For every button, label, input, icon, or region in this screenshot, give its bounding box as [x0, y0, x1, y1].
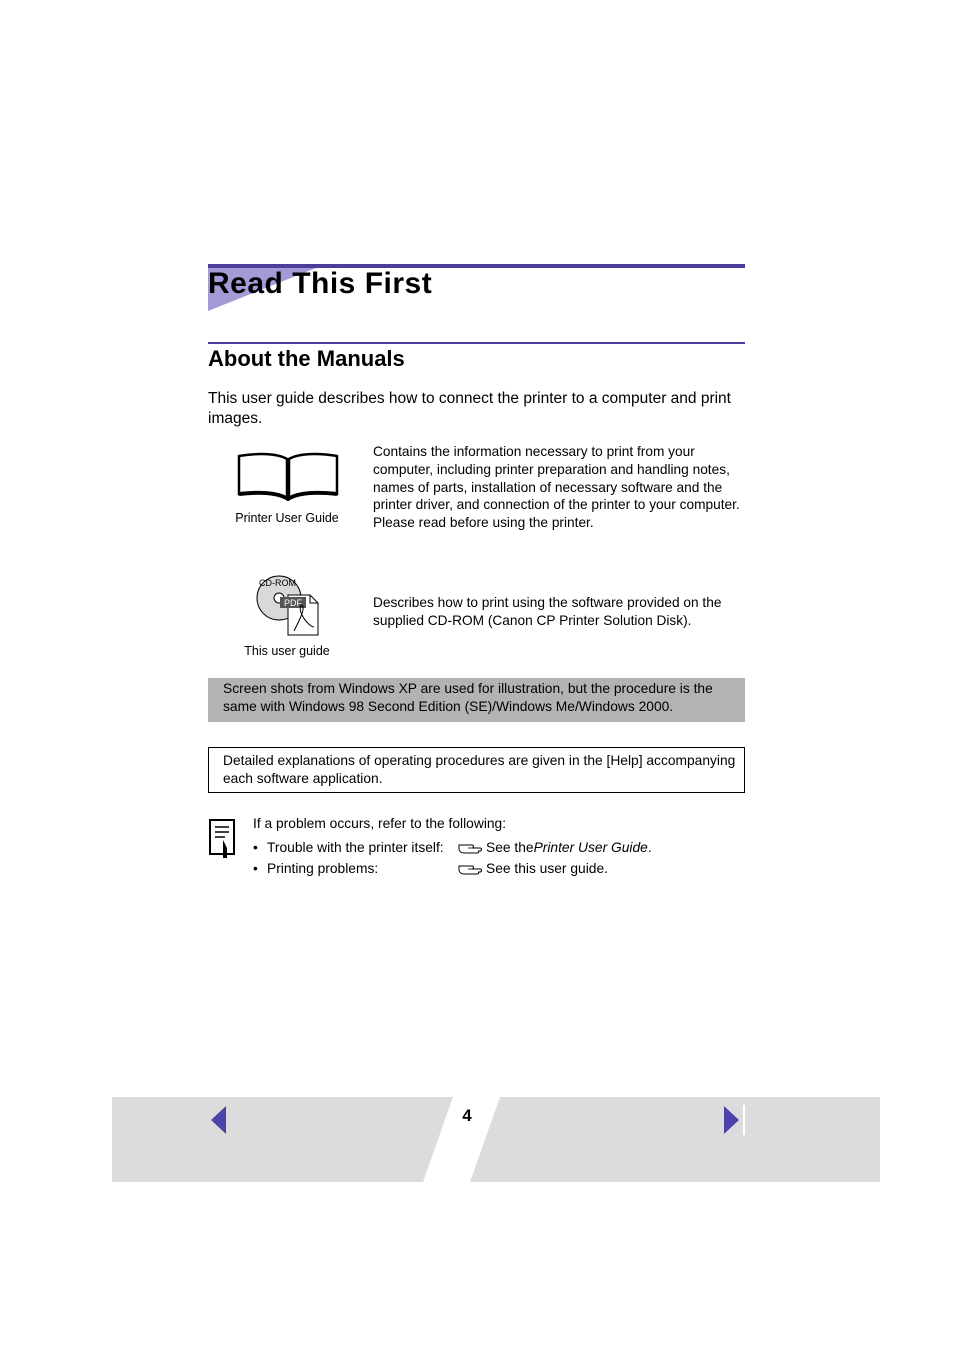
- manual-description: Describes how to print using the software provided on the supplied CD-ROM (Canon CP Printer Solution Disk).: [373, 595, 722, 628]
- nav-right-panel: [470, 1097, 880, 1182]
- reference-target: [458, 839, 652, 857]
- page-number: 4: [462, 1106, 472, 1125]
- manual-caption: Printer User Guide: [235, 511, 339, 525]
- intro-paragraph: This user guide describes how to connect the printer to a computer and print images.: [208, 390, 731, 427]
- reference-target: [458, 860, 608, 878]
- previous-page-arrow-icon[interactable]: [210, 1105, 228, 1135]
- next-page-arrow-icon[interactable]: [722, 1105, 746, 1135]
- screenshot-note: Screen shots from Windows XP are used for illustration, but the procedure is the same with Windows 98 Second Edition (SE)/Windows Me/Windows 2000.: [208, 678, 745, 722]
- reference-item: [253, 860, 378, 878]
- reference-suffix: .: [647, 840, 652, 855]
- section-title: About the Manuals: [208, 346, 405, 371]
- reference-label: Printing problems:: [267, 861, 379, 876]
- pdf-label: PDF: [284, 598, 302, 608]
- reference-label: Trouble with the printer itself:: [267, 840, 444, 855]
- reference-item: [253, 839, 444, 857]
- reference-text: See the: [486, 840, 534, 855]
- nav-left-panel: [112, 1097, 453, 1182]
- reference-lead: If a problem occurs, refer to the following:: [253, 816, 507, 831]
- pointing-hand-icon: [458, 862, 482, 876]
- cd-rom-pdf-icon: [254, 573, 322, 639]
- bullet: •: [253, 840, 258, 855]
- reference-text: See this user guide.: [486, 861, 608, 876]
- chapter-title: Read This First: [208, 267, 433, 300]
- manual-caption: This user guide: [244, 644, 330, 658]
- memo-icon: [209, 818, 237, 860]
- book-icon: [237, 452, 339, 502]
- help-note: Detailed explanations of operating procedures are given in the [Help] accompanying each software application.: [208, 747, 745, 793]
- reference-title: Printer User Guide: [533, 840, 648, 855]
- bullet: •: [253, 861, 258, 876]
- pointing-hand-icon: [458, 841, 482, 855]
- cd-rom-label: CD-ROM: [259, 578, 296, 588]
- manual-description: Contains the information necessary to print from your computer, including printer preparation and handling notes, names of parts, installation of necessary software and the printer driver, and connection of the printer to your computer. Please read before using the printer.: [373, 444, 740, 531]
